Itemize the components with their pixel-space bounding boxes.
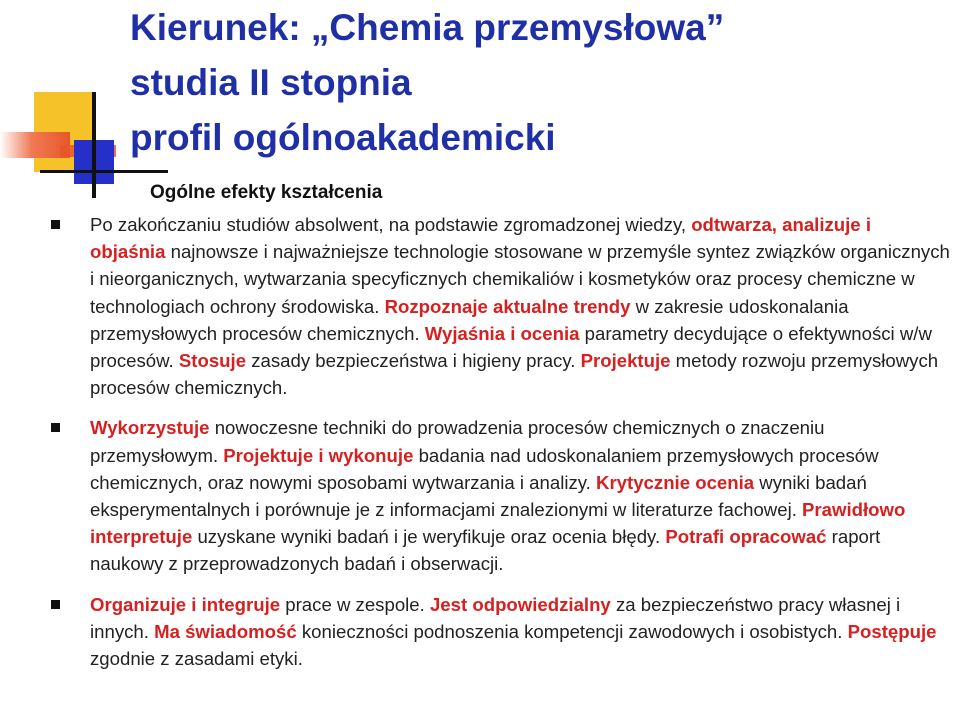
list-item — [50, 211, 950, 401]
highlighted-keyword: Postępuje — [847, 620, 937, 642]
slide-title — [130, 0, 724, 165]
body-text: zgodnie z zasadami etyki. — [90, 648, 303, 670]
list-item — [50, 414, 950, 577]
highlighted-keyword: Wykorzystuje — [90, 417, 210, 439]
title-line-1: Kierunek: „Chemia przemysłowa” — [130, 7, 725, 48]
highlighted-keyword: Potrafi opracować — [665, 526, 827, 548]
list-item-text — [90, 214, 950, 398]
body-text: za bezpieczeństwo pracy własnej i innych. — [90, 593, 901, 642]
body-text: parametry decydujące o efektywności w/w procesów. — [90, 322, 932, 372]
section-subheading: Ogólne efekty kształcenia — [150, 182, 383, 203]
square-bullet-icon — [51, 600, 60, 609]
highlighted-keyword: Stosuje — [178, 350, 247, 372]
highlighted-keyword: Projektuje — [580, 350, 671, 372]
list-item — [50, 591, 950, 673]
highlighted-keyword: odtwarza, analizuje i objaśnia — [90, 214, 871, 263]
body-text: najnowsze i najważniejsze technologie stosowane w przemyśle syntez związków organicznych i nieorganicznych, wytwarzania specyficznych chemikaliów i kosmetyków oraz procesy chemiczne w technologiach ochrony środowiska. — [90, 241, 950, 317]
body-text: prace w zespole. — [280, 593, 430, 615]
body-text: zasady bezpieczeństwa i higieny pracy. — [246, 350, 581, 372]
list-item-text — [90, 417, 905, 574]
body-text: raport naukowy z przeprowadzonych badań i obserwacji. — [90, 526, 881, 575]
decorative-horizontal-line — [40, 170, 168, 173]
body-text: badania nad udoskonalaniem przemysłowych procesów chemicznych, oraz nowymi sposobami wytwarzania i analizy. — [90, 444, 879, 493]
highlighted-keyword: Projektuje i wykonuje — [223, 444, 414, 466]
body-text: Po zakończaniu studiów absolwent, na podstawie zgromadzonej wiedzy, — [90, 214, 692, 235]
body-text: uzyskane wyniki badań i je weryfikuje oraz ocenia błędy. — [192, 526, 666, 548]
outcomes-list — [50, 211, 950, 678]
highlighted-keyword: Organizuje i integruje — [90, 593, 281, 615]
body-text: w zakresie udoskonalania przemysłowych procesów chemicznych. — [90, 295, 849, 344]
body-text: wyniki badań eksperymentalnych i porównuje je z informacjami znalezionymi w literaturze fachowej. — [90, 471, 867, 521]
body-text: metody rozwoju przemysłowych procesów chemicznych. — [90, 350, 939, 399]
highlighted-keyword: Prawidłowo interpretuje — [90, 499, 906, 548]
highlighted-keyword: Jest odpowiedzialny — [429, 593, 611, 615]
decorative-vertical-line — [92, 92, 96, 198]
body-text: konieczności podnoszenia kompetencji zawodowych i osobistych. — [296, 620, 848, 642]
square-bullet-icon — [51, 220, 60, 229]
highlighted-keyword: Krytycznie ocenia — [596, 471, 755, 493]
highlighted-keyword: Rozpoznaje aktualne trendy — [384, 295, 631, 317]
highlighted-keyword: Ma świadomość — [154, 620, 297, 642]
title-line-3: profil ogólnoakademicki — [130, 117, 556, 158]
highlighted-keyword: Wyjaśnia i ocenia — [424, 322, 580, 344]
list-item-text — [90, 594, 936, 669]
body-text: nowoczesne techniki do prowadzenia procesów chemicznych o znaczeniu przemysłowym. — [90, 417, 825, 466]
square-bullet-icon — [51, 423, 60, 432]
title-line-2: studia II stopnia — [130, 62, 412, 103]
